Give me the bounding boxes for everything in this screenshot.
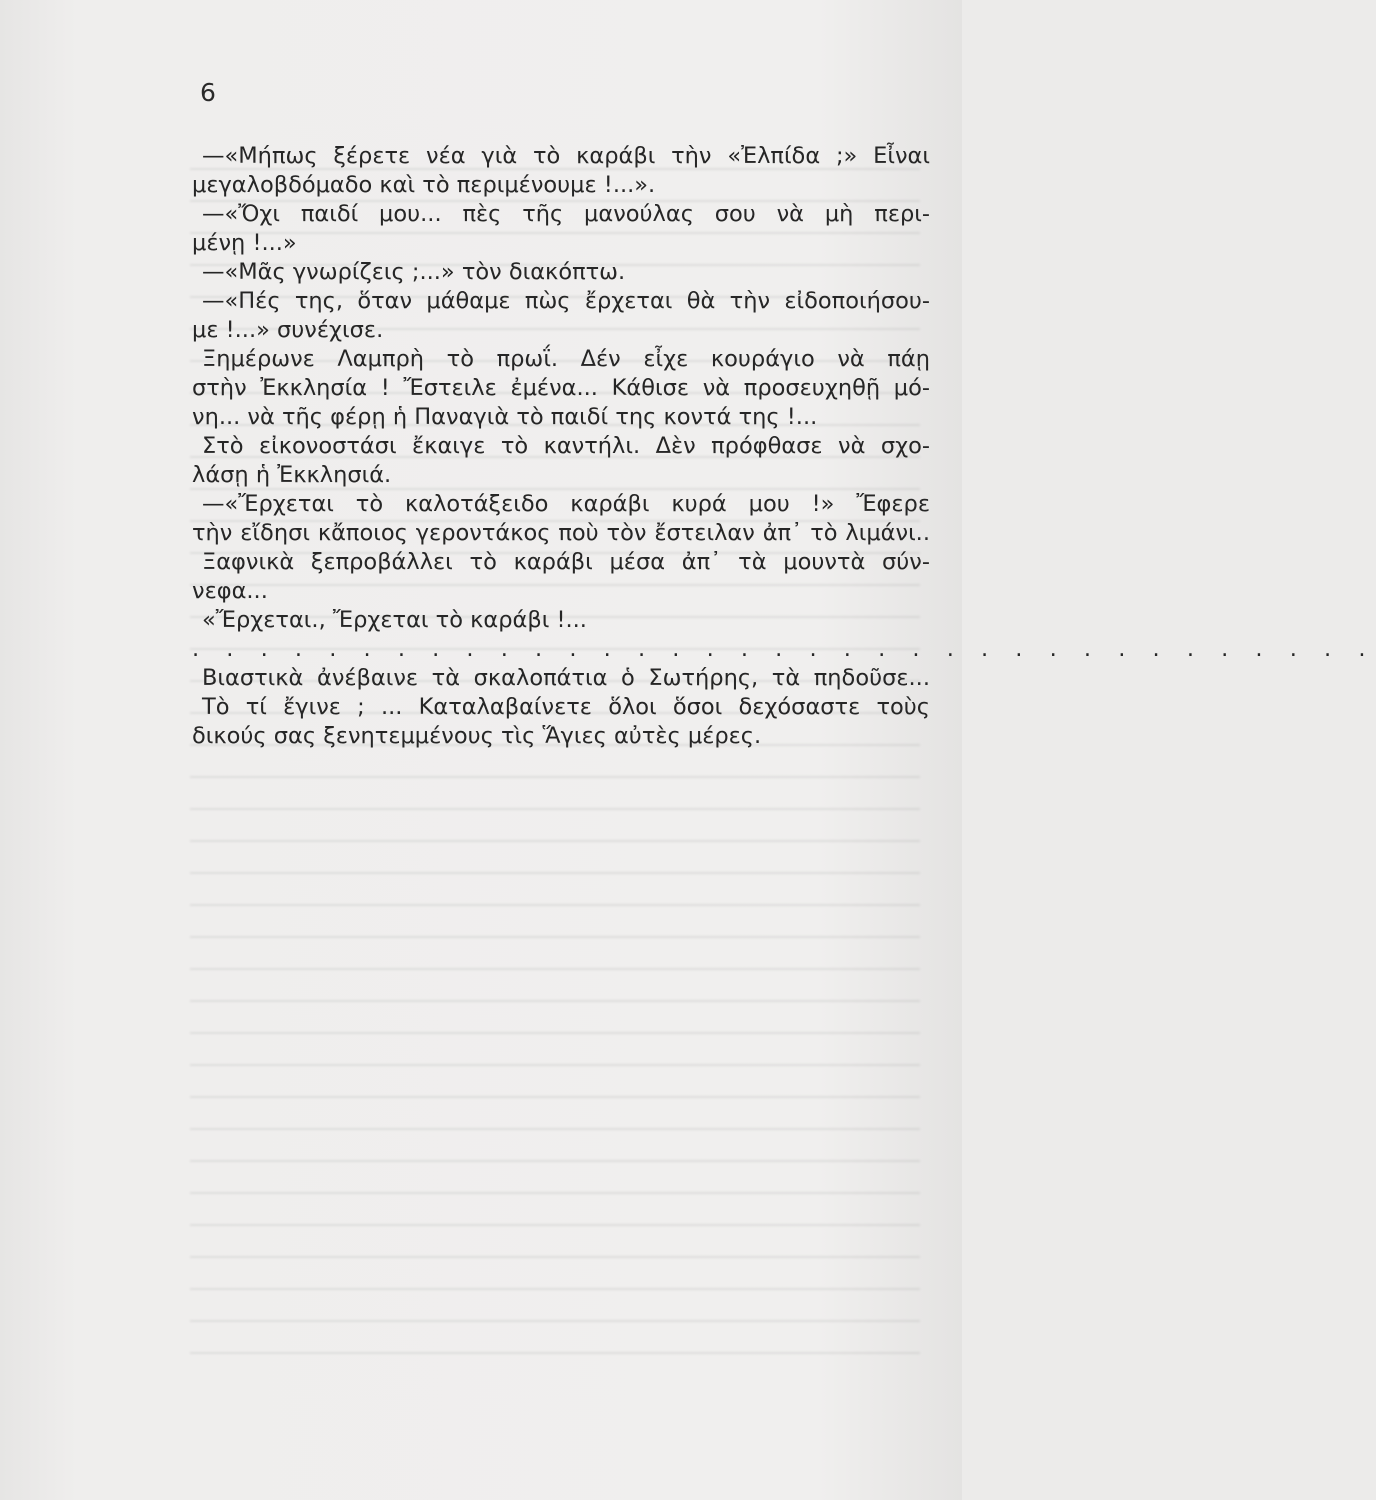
text-line: στὴν Ἐκκλησία ! Ἔστειλε ἐμένα... Κάθισε νὰ προσευχηθῇ μό-: [192, 375, 930, 401]
text-line: —«Μήπως ξέρετε νέα γιὰ τὸ καράβι τὴν «Ἐλπίδα ;» Εἶναι: [202, 143, 930, 169]
text-line: τὴν εἴδησι κἄποιος γεροντάκος ποὺ τὸν ἔστειλαν ἀπ᾿ τὸ λιμάνι..: [192, 520, 930, 546]
text-line: Ξαφνικὰ ξεπροβάλλει τὸ καράβι μέσα ἀπ᾿ τὰ μουντὰ σύν-: [202, 549, 930, 575]
text-line: μένῃ !...»: [192, 230, 297, 256]
text-line: Βιαστικὰ ἀνέβαινε τὰ σκαλοπάτια ὁ Σωτήρης, τὰ πηδοῦσε...: [202, 665, 930, 691]
text-line: «Ἔρχεται., Ἔρχεται τὸ καράβι !...: [202, 607, 587, 633]
text-line: νεφα...: [192, 578, 268, 604]
text-line: λάσῃ ἡ Ἐκκλησιά.: [192, 462, 392, 488]
body-text: [192, 142, 1376, 751]
text-line: Στὸ εἰκονοστάσι ἔκαιγε τὸ καντήλι. Δὲν πρόφθασε νὰ σχο-: [202, 433, 930, 459]
text-line: Ξημέρωνε Λαμπρὴ τὸ πρωΐ. Δέν εἶχε κουράγιο νὰ πάῃ: [202, 346, 930, 372]
text-line: —«Ἔρχεται τὸ καλοτάξειδο καράβι κυρά μου !» Ἔφερε: [202, 491, 930, 517]
text-line: νη... νὰ τῆς φέρῃ ἡ Παναγιὰ τὸ παιδί της κοντά της !...: [192, 404, 818, 430]
text-line: με !...» συνέχισε.: [192, 317, 384, 343]
text-line: —«Πές της, ὅταν μάθαμε πὼς ἔρχεται θὰ τὴν εἰδοποιήσου-: [202, 288, 930, 314]
text-line: —«Μᾶς γνωρίζεις ;...» τὸν διακόπτω.: [202, 259, 626, 285]
text-line: Τὸ τί ἔγινε ; ... Καταλαβαίνετε ὅλοι ὅσοι δεχόσαστε τοὺς: [202, 694, 930, 720]
text-line: δικούς σας ξενητεμμένους τὶς Ἅγιες αὐτὲς μέρες.: [192, 723, 762, 749]
dotted-separator: . . . . . . . . . . . . . . . . . . . . . . . . . . . . . . . . . . .: [192, 636, 1376, 662]
text-line: μεγαλοβδόμαδο καὶ τὸ περιμένουμε !...».: [192, 172, 656, 198]
text-line: —«Ὄχι παιδί μου... πὲς τῆς μανούλας σου νὰ μὴ περι-: [202, 201, 930, 227]
page-number: 6: [200, 78, 216, 107]
